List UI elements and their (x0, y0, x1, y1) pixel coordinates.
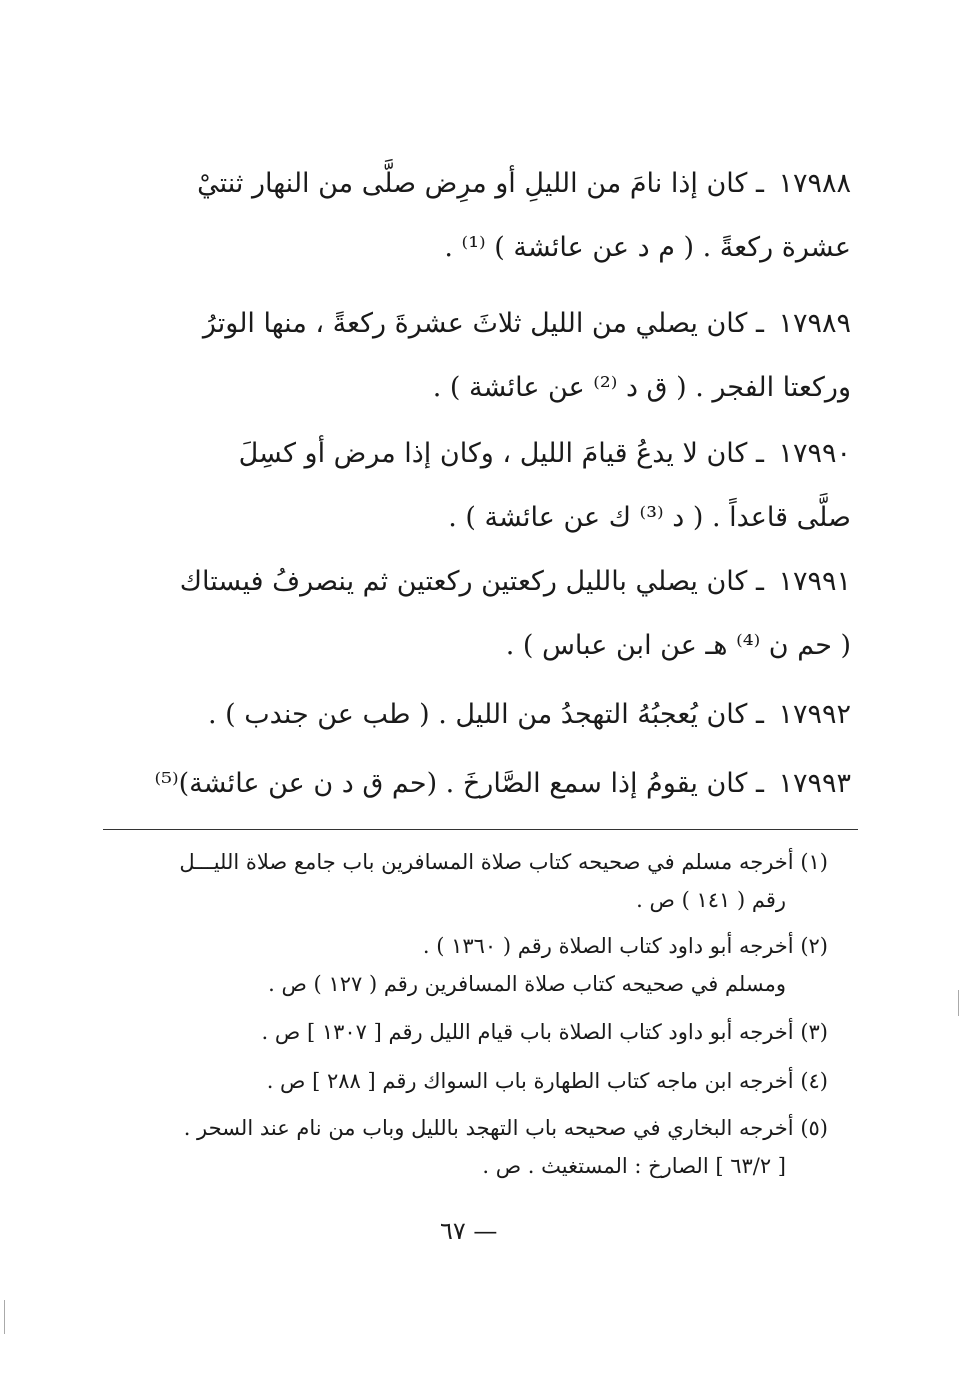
entry-text: ـ كان يقومُ إذا سمع الصَّارخَ . (حم ق د ن عن عائشة)⁽⁵⁾ (154, 768, 764, 799)
hadith-entry (111, 752, 851, 816)
entry-text: ـ كان يصلي من الليل ثلاثَ عشرةَ ركعةً ، منها الوترُ (202, 308, 764, 339)
entry-text-continued: وركعتا الفجر . ( ق د ⁽²⁾ عن عائشة ) . (432, 372, 851, 403)
scan-mark (4, 1300, 5, 1334)
footnote-separator (103, 829, 858, 830)
footnote (128, 1109, 828, 1185)
entry-number: ١٧٩٩٠ (778, 438, 851, 469)
footnote-text: أخرجه أبو داود كتاب الصلاة رقم ( ١٣٦٠ ) . (422, 934, 794, 958)
hadith-entry (111, 550, 851, 678)
entry-number: ١٧٩٨٨ (778, 168, 851, 199)
footnote-text: أخرجه ابن ماجه كتاب الطهارة باب السواك رقم [ ٢٨٨ ] ص . (266, 1069, 794, 1093)
entry-text-continued: عشرة ركعةً . ( م د عن عائشة ) ⁽¹⁾ . (444, 232, 851, 263)
footnote-marker: (٣) (800, 1020, 828, 1044)
footnote-marker: (٤) (800, 1069, 828, 1093)
footnote-marker: (٢) (800, 934, 828, 958)
footnote (128, 927, 828, 1003)
page-number: — ٦٧ (440, 1217, 498, 1245)
footnote (128, 1062, 828, 1100)
footnote (128, 843, 828, 919)
entry-number: ١٧٩٩٢ (778, 699, 851, 730)
footnote-text-continued: [ ٦٣/٢ ] الصارخ : المستغيث . ص . (482, 1154, 786, 1178)
entry-number: ١٧٩٩٣ (778, 768, 851, 799)
footnote-text: أخرجه أبو داود كتاب الصلاة باب قيام الليل رقم [ ١٣٠٧ ] ص . (261, 1020, 794, 1044)
footnote-text-continued: رقم ( ١٤١ ) ص . (636, 888, 786, 912)
hadith-entry (111, 292, 851, 420)
entry-number: ١٧٩٩١ (778, 566, 851, 597)
entry-text: ـ كان يُعجبُهُ التهجدُ من الليل . ( طب عن جندب ) . (207, 699, 764, 730)
hadith-entry (111, 152, 851, 280)
entry-text: ـ كان إذا نامَ من الليلِ أو مرِض صلَّى من النهار ثنتيْ (197, 168, 764, 199)
hadith-entry (111, 683, 851, 747)
footnote-text: أخرجه مسلم في صحيحه كتاب صلاة المسافرين باب جامع صلاة الليـــل (179, 850, 794, 874)
footnote-marker: (١) (800, 850, 828, 874)
footnote-marker: (٥) (800, 1116, 828, 1140)
entry-text-continued: صلَّى قاعداً . ( د ⁽³⁾ ك عن عائشة ) . (448, 502, 851, 533)
entry-text: ـ كان لا يدعُ قيامَ الليل ، وكان إذا مرض أو كسِلَ (238, 438, 764, 469)
scan-mark (958, 990, 959, 1016)
footnote-text-continued: ومسلم في صحيحه كتاب صلاة المسافرين رقم ( ١٢٧ ) ص . (268, 972, 786, 996)
entry-number: ١٧٩٨٩ (778, 308, 851, 339)
hadith-entry (111, 422, 851, 550)
entry-text: ـ كان يصلي بالليل ركعتين ركعتين ثم ينصرفُ فيستاك (179, 566, 764, 597)
footnote (128, 1013, 828, 1051)
footnote-text: أخرجه البخاري في صحيحه باب التهجد بالليل وباب من نام عند السحر . (183, 1116, 794, 1140)
entry-text-continued: ( حم ن ⁽⁴⁾ هـ عن ابن عباس ) . (505, 630, 851, 661)
